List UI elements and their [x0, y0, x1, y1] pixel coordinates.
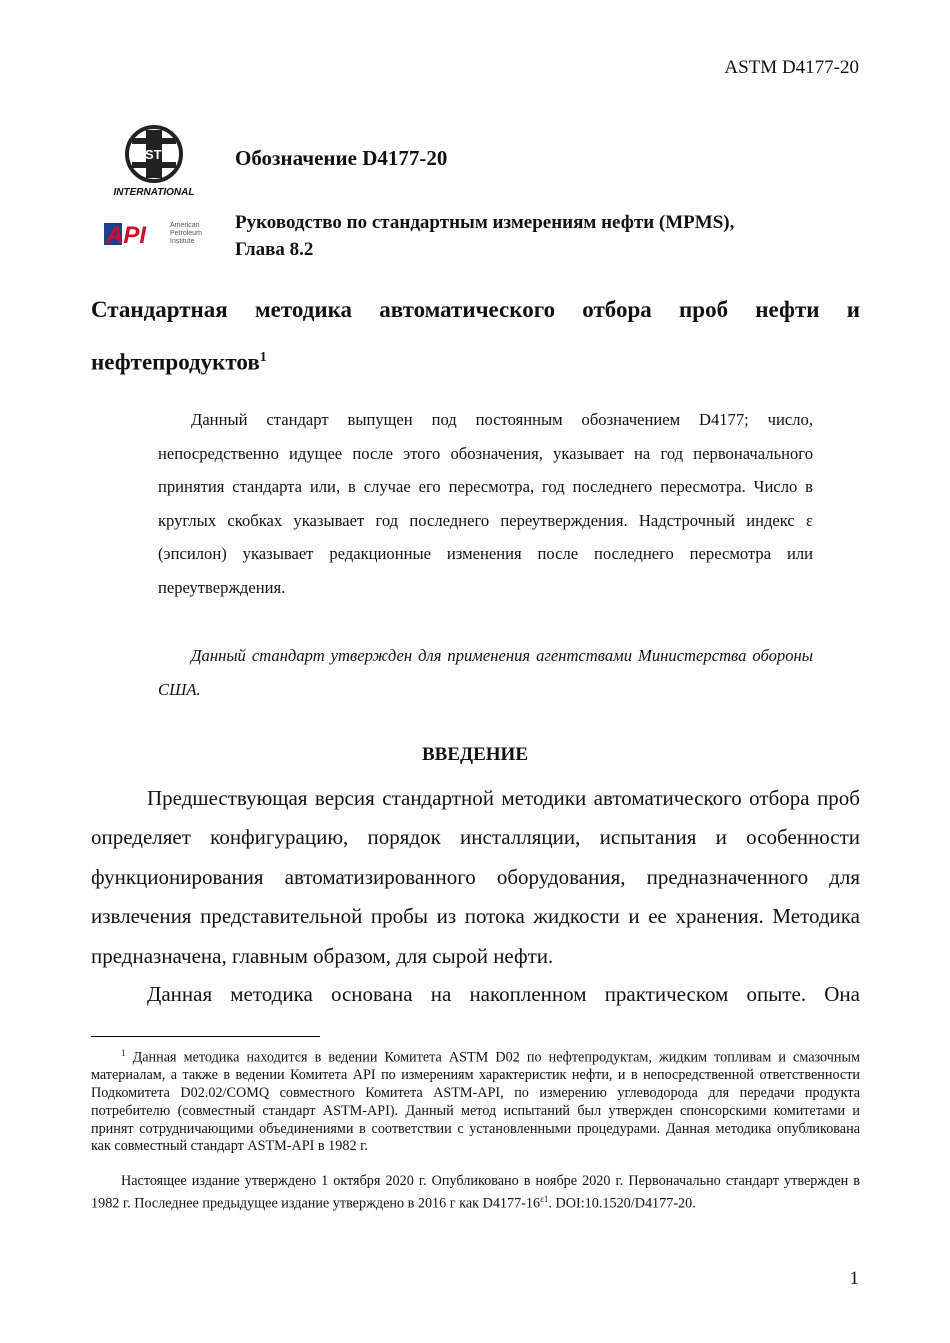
api-caption-1: American	[170, 222, 200, 229]
astm-logo-caption: INTERNATIONAL	[113, 187, 195, 198]
footnote-2-text-a: Настоящее издание утверждено 1 октября 2020 г. Опубликовано в ноябре 2020 г. Первоначально стандарт утвержден в 1982 г. Последнее предыдущее издание утверждено в 2016 г как D4177-16	[91, 1173, 860, 1212]
designation: Обозначение D4177-20	[235, 146, 448, 170]
api-caption-3: Institute	[170, 238, 195, 245]
footnote-2-text-b: . DOI:10.1520/D4177-20.	[548, 1195, 696, 1212]
footnote-2-sup: ε1	[540, 1193, 549, 1204]
api-caption-2: Petroleum	[170, 230, 202, 237]
intro-paragraph-1: Предшествующая версия стандартной методики автоматического отбора проб определяет конфигурацию, порядок инсталляции, испытания и особенности функционирования автоматизированного оборудования, предназначенного для извлечения представительной пробы из потока жидкости и ее хранения. Методика предназначена, главным образом, для сырой нефти.	[91, 786, 860, 968]
dod-notice: Данный стандарт утвержден для применения агентствами Министерства обороны США.	[158, 646, 813, 699]
designation-notice: Данный стандарт выпущен под постоянным обозначением D4177; число, непосредственно идущее после этого обозначения, указывает на год первоначального принятия стандарта или, в случае его пересмотра, год последнего пересмотра. Число в круглых скобках указывает год последнего переутверждения. Надстрочный индекс ε (эпсилон) указывает редакционные изменения после последнего пересмотра или переутверждения.	[158, 410, 813, 597]
page-number: 1	[849, 1268, 859, 1289]
api-logo	[104, 215, 204, 249]
footnote-2	[91, 1173, 860, 1213]
title-text: Стандартная методика автоматического отбора проб нефти и нефтепродуктов	[91, 297, 860, 375]
api-mark: API	[106, 222, 147, 249]
astm-logo	[110, 124, 198, 198]
footnote-1	[91, 1045, 860, 1156]
intro-heading: ВВЕДЕНИЕ	[422, 744, 528, 765]
intro-paragraph-2: Данная методика основана на накопленном практическом опыте. Она	[147, 982, 860, 1006]
title-footnote-mark: 1	[259, 350, 267, 365]
header-code: ASTM D4177-20	[724, 57, 859, 78]
footnote-divider	[91, 1036, 320, 1037]
subtitle	[235, 209, 855, 263]
footnote-1-mark: 1	[121, 1048, 126, 1058]
astm-mark: ASTM	[135, 147, 173, 162]
subtitle-line-1: Руководство по стандартным измерениям нефти (MPMS),	[235, 212, 735, 233]
document-title	[91, 286, 860, 387]
footnote-1-text: Данная методика находится в ведении Комитета ASTM D02 по нефтепродуктам, жидким топливам и смазочным материалам, а также в ведении Комитета API по измерениям характеристик нефти, и в непосредственной ответственности Подкомитета D02.02/COMQ совместного Комитета ASTM-API, по измерению углеводорода для передачи продукта потребителю (совместный стандарт ASTM-API). Данный метод испытаний был утвержден спонсорскими комитетами и принят сотрудничающими объединениями в соответствии с установленными процедурами. Данная методика опубликована как совместный стандарт ASTM-API в 1982 г.	[91, 1049, 860, 1155]
subtitle-line-2: Глава 8.2	[235, 239, 314, 260]
